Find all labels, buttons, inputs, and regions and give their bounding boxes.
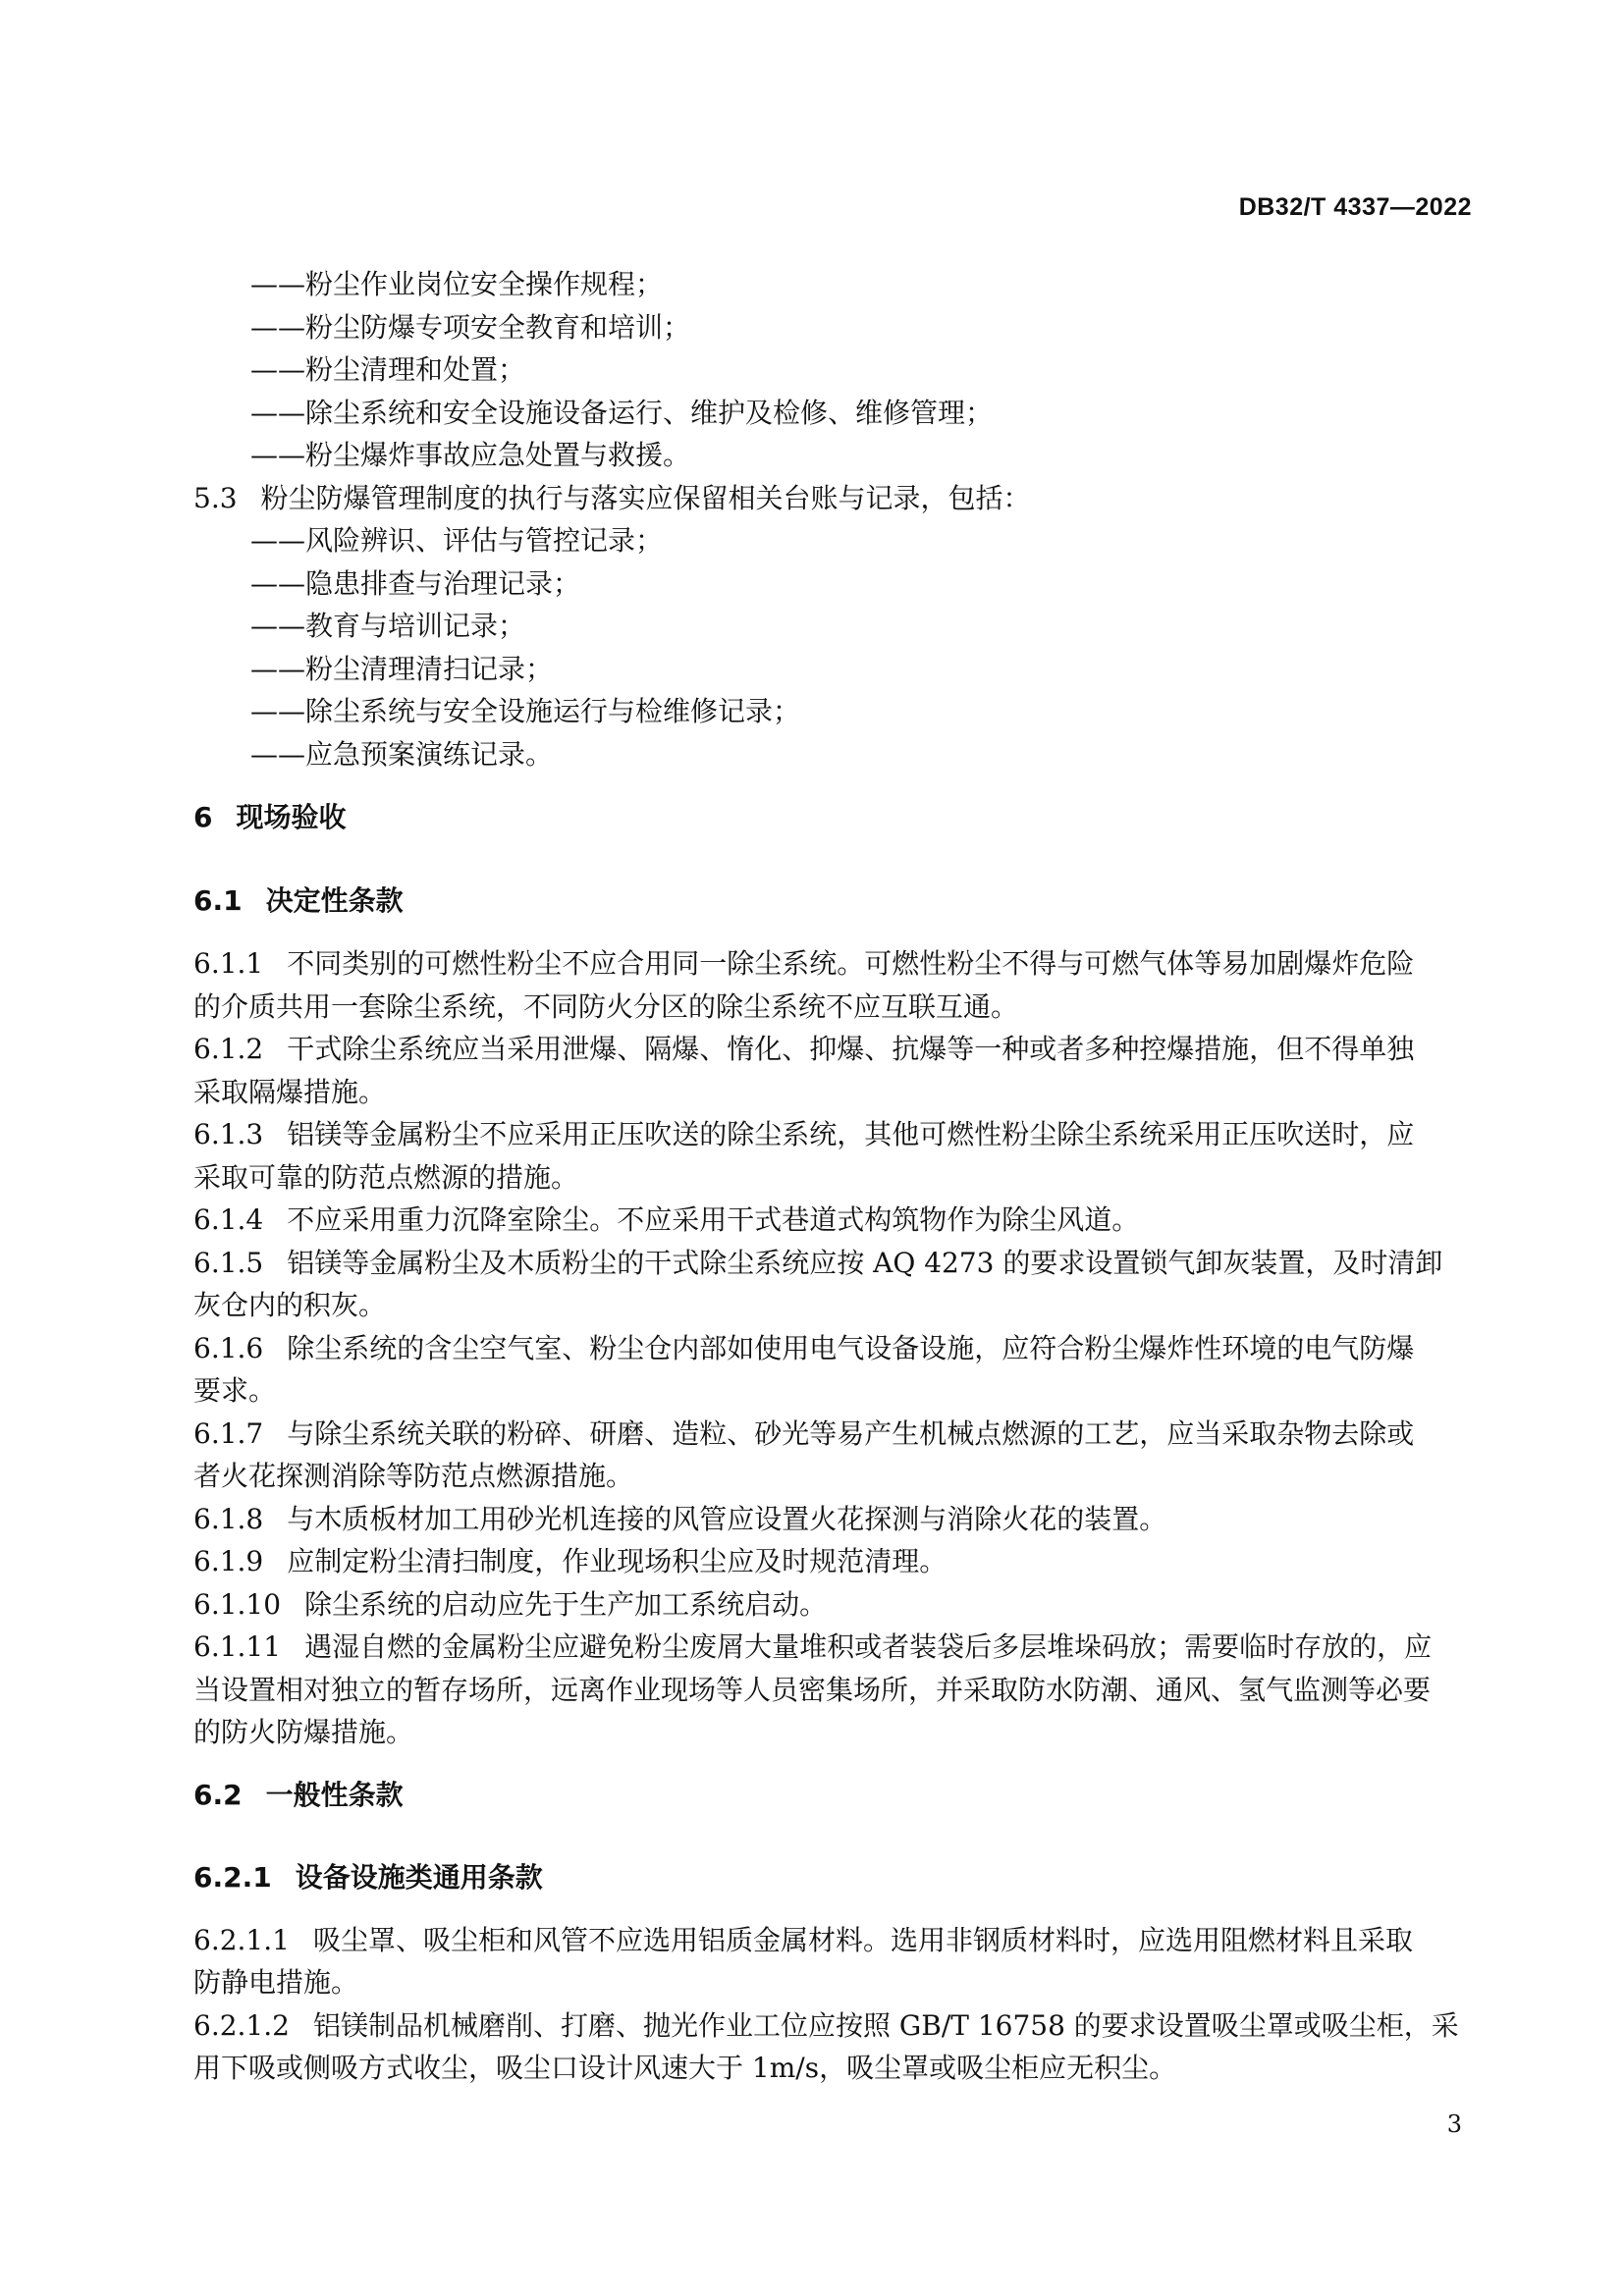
clause-text: 的防火防爆措施。 <box>193 1716 414 1748</box>
clause-line <box>193 1156 1470 1200</box>
list-item: ——应急预案演练记录。 <box>250 737 554 771</box>
clause-line <box>193 1327 1470 1370</box>
clause-number: 6.1.11 <box>193 1630 282 1663</box>
list-item: ——除尘系统和安全设施设备运行、维护及检修、维修管理； <box>250 396 994 429</box>
clause-line <box>193 2047 1470 2090</box>
section-number: 6.1 <box>193 884 243 917</box>
list-item: ——粉尘作业岗位安全操作规程； <box>250 268 664 300</box>
clause-line <box>193 1455 1470 1498</box>
section-title: 现场验收 <box>236 801 347 833</box>
section-number: 6.2.1 <box>193 1860 272 1894</box>
clause-text: 与木质板材加工用砂光机连接的风管应设置火花探测与消除火花的装置。 <box>287 1502 1167 1535</box>
clause-line <box>193 1583 1470 1627</box>
clause-line <box>193 1284 1470 1327</box>
clause-line <box>193 986 1470 1029</box>
clause-number: 6.1.10 <box>193 1587 282 1621</box>
clause-text: 粉尘防爆管理制度的执行与落实应保留相关台账与记录，包括： <box>260 481 1031 514</box>
clause-text: 除尘系统的含尘空气室、粉尘仓内部如使用电气设备设施，应符合粉尘爆炸性环境的电气防爆 <box>287 1331 1415 1364</box>
clause-line <box>193 1669 1470 1712</box>
clause-text: 采取隔爆措施。 <box>193 1075 387 1108</box>
clause-text: 防静电措施。 <box>193 1966 359 1999</box>
section-heading-6-1 <box>193 860 1470 942</box>
list-item: ——风险辨识、评估与管控记录； <box>250 524 664 557</box>
list-item: ——隐患排查与治理记录； <box>250 566 581 600</box>
section-heading-6 <box>193 775 1470 860</box>
clause-number: 6.1.5 <box>193 1246 264 1279</box>
clause-text: 的介质共用一套除尘系统，不同防火分区的除尘系统不应互联互通。 <box>193 989 1019 1023</box>
clause-line <box>193 1626 1470 1669</box>
clause-number: 6.1.6 <box>193 1331 264 1364</box>
clause-line <box>193 2004 1470 2048</box>
clause-text: 铝镁制品机械磨削、打磨、抛光作业工位应按照 GB/T 16758 的要求设置吸尘罩或吸尘柜，采 <box>312 2008 1459 2042</box>
clause-number: 6.2.1.2 <box>193 2008 290 2042</box>
clause-text: 与除尘系统关联的粉碎、研磨、造粒、砂光等易产生机械点燃源的工艺，应当采取杂物去除或 <box>287 1416 1415 1450</box>
section-heading-6-2-1 <box>193 1837 1470 1919</box>
clauses-6-1 <box>193 942 1470 1754</box>
section-number: 6 <box>193 801 213 833</box>
list-item: ——教育与培训记录； <box>250 610 526 642</box>
clause-text: 要求。 <box>193 1374 277 1407</box>
clause-line <box>193 1071 1470 1114</box>
clause-number: 6.1.1 <box>193 947 264 980</box>
clause-text: 除尘系统的启动应先于生产加工系统启动。 <box>304 1587 828 1621</box>
section-heading-6-2 <box>193 1754 1470 1837</box>
clause-line <box>193 1498 1470 1541</box>
clause-number: 6.1.8 <box>193 1502 264 1535</box>
clause-text: 遇湿自燃的金属粉尘应避免粉尘废屑大量堆积或者装袋后多层堆垛码放；需要临时存放的，应 <box>304 1630 1433 1663</box>
clause-line <box>193 1242 1470 1285</box>
list-item: ——粉尘清理清扫记录； <box>250 652 554 685</box>
clause-line <box>193 1369 1470 1413</box>
document-code: DB32/T 4337—2022 <box>1238 193 1472 221</box>
clause-line <box>193 1711 1470 1754</box>
clause-text: 铝镁等金属粉尘及木质粉尘的干式除尘系统应按 AQ 4273 的要求设置锁气卸灰装置，及时清卸 <box>287 1246 1443 1279</box>
clause-text: 干式除尘系统应当采用泄爆、隔爆、惰化、抑爆、抗爆等一种或者多种控爆措施，但不得单独 <box>287 1033 1415 1065</box>
clause-text: 不同类别的可燃性粉尘不应合用同一除尘系统。可燃性粉尘不得与可燃气体等易加剧爆炸危险 <box>287 947 1415 980</box>
section-title: 一般性条款 <box>265 1778 404 1811</box>
clause-number: 6.1.4 <box>193 1203 264 1236</box>
clause-number: 6.1.7 <box>193 1416 264 1450</box>
clause-line <box>193 1919 1470 1962</box>
clause-text: 当设置相对独立的暂存场所，远离作业现场等人员密集场所，并采取防水防潮、通风、氢气监测等必要 <box>193 1673 1432 1706</box>
section-number: 6.2 <box>193 1778 243 1811</box>
clause-number: 6.1.2 <box>193 1033 264 1065</box>
clause-text: 用下吸或侧吸方式收尘，吸尘口设计风速大于 1m/s，吸尘罩或吸尘柜应无积尘。 <box>193 2052 1177 2084</box>
clause-text: 铝镁等金属粉尘不应采用正压吹送的除尘系统，其他可燃性粉尘除尘系统采用正压吹送时，应 <box>287 1118 1415 1150</box>
list-item: ——除尘系统与安全设施运行与检维修记录； <box>250 695 801 727</box>
clause-line <box>193 1413 1470 1456</box>
clause-line <box>193 1961 1470 2004</box>
clause-line <box>193 1199 1470 1242</box>
clause-text: 者火花探测消除等防范点燃源措施。 <box>193 1460 634 1492</box>
list-item: ——粉尘爆炸事故应急处置与救援。 <box>250 439 691 471</box>
page-content <box>193 263 1470 2090</box>
page-number: 3 <box>1446 2110 1462 2138</box>
clause-number: 6.1.9 <box>193 1545 264 1577</box>
clause-line <box>193 1028 1470 1071</box>
clause-text: 应制定粉尘清扫制度，作业现场积尘应及时规范清理。 <box>287 1545 947 1577</box>
list-item: ——粉尘防爆专项安全教育和培训； <box>250 310 691 344</box>
clause-number: 5.3 <box>193 481 238 514</box>
clause-text: 不应采用重力沉降室除尘。不应采用干式巷道式构筑物作为除尘风道。 <box>287 1203 1140 1236</box>
clause-text: 吸尘罩、吸尘柜和风管不应选用铝质金属材料。选用非钢质材料时，应选用阻燃材料且采取 <box>312 1923 1413 1956</box>
list-item: ——粉尘清理和处置； <box>250 353 526 386</box>
clause-number: 6.1.3 <box>193 1118 264 1150</box>
section-title: 设备设施类通用条款 <box>295 1860 543 1894</box>
clause-line <box>193 1113 1470 1156</box>
clause-5-3 <box>193 477 1470 520</box>
clauses-6-2-1 <box>193 1919 1470 2090</box>
clause-number: 6.2.1.1 <box>193 1923 290 1956</box>
section-title: 决定性条款 <box>265 884 404 917</box>
clause-text: 灰仓内的积灰。 <box>193 1289 387 1321</box>
clause-line <box>193 1540 1470 1583</box>
clause-line <box>193 942 1470 986</box>
clause-text: 采取可靠的防范点燃源的措施。 <box>193 1160 579 1194</box>
